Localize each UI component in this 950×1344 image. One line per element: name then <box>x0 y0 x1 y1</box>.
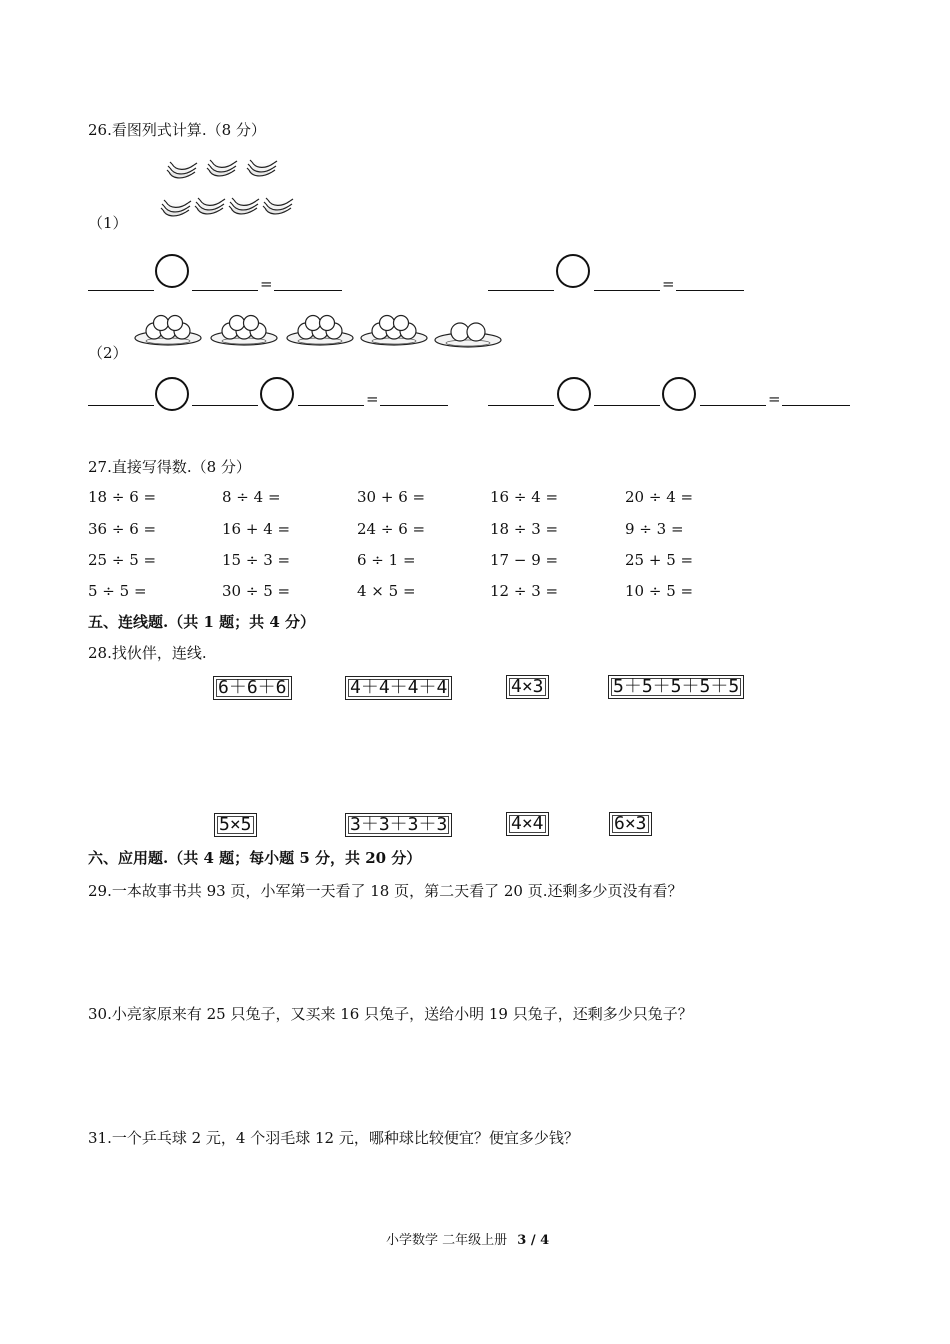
match-box-bottom[interactable]: 6×3 <box>609 812 652 836</box>
page-footer <box>386 1229 549 1248</box>
banana-bunch-icon <box>207 160 237 176</box>
calc-item[interactable]: 4 × 5 = <box>357 582 416 600</box>
answer-blank[interactable] <box>88 405 154 406</box>
calc-item[interactable]: 12 ÷ 3 = <box>490 582 559 600</box>
calc-item[interactable]: 5 ÷ 5 = <box>88 582 147 600</box>
calc-item[interactable]: 18 ÷ 6 = <box>88 488 157 506</box>
calc-item[interactable]: 16 + 4 = <box>222 520 291 538</box>
plate-of-buns-icon <box>135 316 201 346</box>
match-box-bottom[interactable]: 3＋3＋3＋3 <box>345 813 452 837</box>
answer-blank[interactable] <box>274 290 342 291</box>
calc-item[interactable]: 16 ÷ 4 = <box>490 488 559 506</box>
plates-group <box>134 312 504 352</box>
answer-blank[interactable] <box>488 405 554 406</box>
calc-item[interactable]: 18 ÷ 3 = <box>490 520 559 538</box>
answer-blank[interactable] <box>192 405 258 406</box>
match-box-top[interactable]: 4＋4＋4＋4 <box>345 676 452 700</box>
q28-title: 28.找伙伴，连线. <box>88 644 207 662</box>
calc-item[interactable]: 8 ÷ 4 = <box>222 488 281 506</box>
operator-circle[interactable] <box>260 377 294 411</box>
plate-of-buns-icon <box>435 323 501 347</box>
section-heading: 六、应用题.（共 4 题；每小题 5 分，共 20 分） <box>88 849 422 867</box>
answer-blank[interactable] <box>700 405 766 406</box>
plate-of-buns-icon <box>361 316 427 346</box>
answer-blank[interactable] <box>594 290 660 291</box>
plate-of-buns-icon <box>211 316 277 346</box>
calc-item[interactable]: 25 + 5 = <box>625 551 694 569</box>
equals-sign: = <box>662 275 675 293</box>
calc-item[interactable]: 24 ÷ 6 = <box>357 520 426 538</box>
banana-bunch-icon <box>263 198 293 214</box>
q29-text: 29.一本故事书共 93 页，小军第一天看了 18 页，第二天看了 20 页.还剩多少页没有看？ <box>88 882 683 900</box>
calc-item[interactable]: 30 ÷ 5 = <box>222 582 291 600</box>
match-box-bottom[interactable]: 5×5 <box>214 813 257 837</box>
q26-part1-label: （1） <box>88 214 128 232</box>
match-box-top[interactable]: 6＋6＋6 <box>213 676 292 700</box>
match-box-top[interactable]: 4×3 <box>506 675 549 699</box>
calc-item[interactable]: 15 ÷ 3 = <box>222 551 291 569</box>
equals-sign: = <box>366 390 379 408</box>
answer-blank[interactable] <box>88 290 154 291</box>
equals-sign: = <box>260 275 273 293</box>
q26-title: 26.看图列式计算.（8 分） <box>88 121 266 139</box>
plate-of-buns-icon <box>287 316 353 346</box>
banana-bunch-icon <box>195 198 225 214</box>
operator-circle[interactable] <box>556 254 590 288</box>
operator-circle[interactable] <box>155 254 189 288</box>
calc-item[interactable]: 25 ÷ 5 = <box>88 551 157 569</box>
calc-item[interactable]: 30 + 6 = <box>357 488 426 506</box>
answer-blank[interactable] <box>782 405 850 406</box>
equals-sign: = <box>768 390 781 408</box>
calc-item[interactable]: 9 ÷ 3 = <box>625 520 684 538</box>
q31-text: 31.一个乒乓球 2 元，4 个羽毛球 12 元，哪种球比较便宜？便宜多少钱？ <box>88 1129 579 1147</box>
answer-blank[interactable] <box>298 405 364 406</box>
match-box-top[interactable]: 5＋5＋5＋5＋5 <box>608 675 744 699</box>
answer-blank[interactable] <box>488 290 554 291</box>
answer-blank[interactable] <box>594 405 660 406</box>
match-box-bottom[interactable]: 4×4 <box>506 812 549 836</box>
calc-item[interactable]: 17 − 9 = <box>490 551 559 569</box>
section-heading: 五、连线题.（共 1 题；共 4 分） <box>88 613 315 631</box>
banana-bunch-icon <box>247 160 277 176</box>
footer-subject: 小学数学 二年级上册 <box>386 1233 508 1248</box>
footer-page-number: 3 / 4 <box>517 1233 550 1248</box>
q26-part2-label: （2） <box>88 344 128 362</box>
operator-circle[interactable] <box>155 377 189 411</box>
calc-item[interactable]: 6 ÷ 1 = <box>357 551 416 569</box>
operator-circle[interactable] <box>662 377 696 411</box>
calc-item[interactable]: 20 ÷ 4 = <box>625 488 694 506</box>
q27-title: 27.直接写得数.（8 分） <box>88 458 251 476</box>
q30-text: 30.小亮家原来有 25 只兔子，又买来 16 只兔子，送给小明 19 只兔子，还剩多少只兔子？ <box>88 1005 693 1023</box>
answer-blank[interactable] <box>676 290 744 291</box>
banana-group <box>160 155 300 230</box>
banana-bunch-icon <box>229 198 259 214</box>
calc-item[interactable]: 10 ÷ 5 = <box>625 582 694 600</box>
operator-circle[interactable] <box>557 377 591 411</box>
banana-bunch-icon <box>167 162 197 178</box>
calc-item[interactable]: 36 ÷ 6 = <box>88 520 157 538</box>
banana-bunch-icon <box>161 200 191 216</box>
answer-blank[interactable] <box>192 290 258 291</box>
answer-blank[interactable] <box>380 405 448 406</box>
